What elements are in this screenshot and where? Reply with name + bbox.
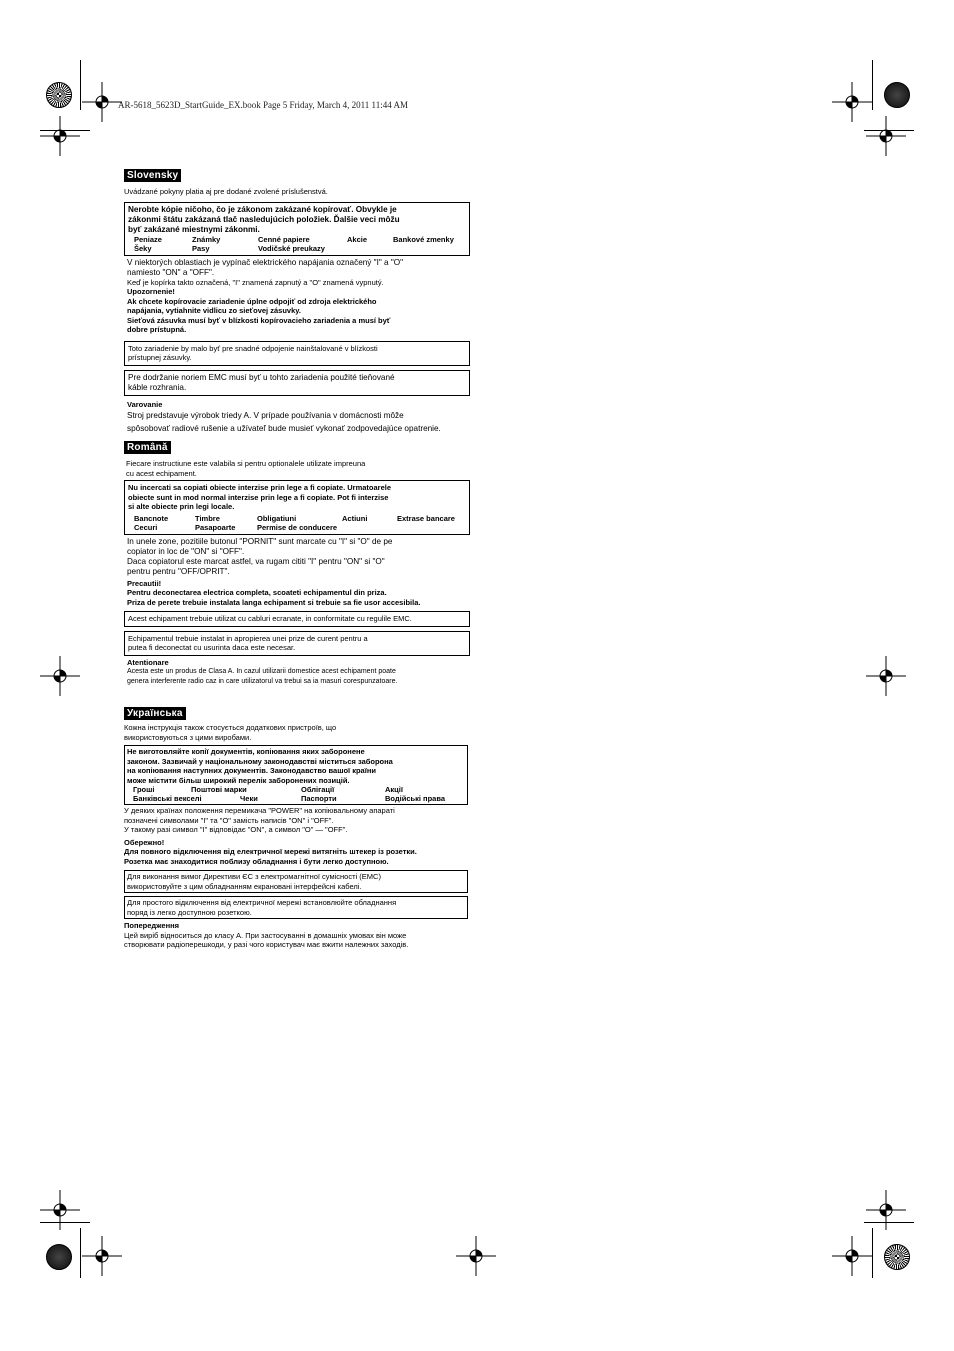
warning-title: Попередження <box>124 921 180 930</box>
item: Známky <box>192 234 221 244</box>
prohibited-copies-box <box>124 480 470 535</box>
warning-line: Nerobte kópie ničoho, čo je zákonom zakázané kopírovať. Obvykle je <box>128 204 397 214</box>
caution-text: Ak chcete kopírovacie zariadenie úplne odpojiť od zdroja elektrického <box>127 296 377 306</box>
warning-text: створювати радіоперешкоди, у разі чого користувач має вжити належних заходів. <box>124 940 409 949</box>
prohibited-copies-box <box>124 745 468 805</box>
caution-title: Upozornenie! <box>127 287 175 296</box>
item: Чеки <box>240 794 258 803</box>
warning-line: zákonmi štátu zakázaná tlač nasledujúcich položiek. Ďalšie veci môžu <box>128 214 400 224</box>
section-tag: Українська <box>124 707 186 720</box>
power-text: In unele zone, pozitiile butonul "PORNIT" sunt marcate cu "I" si "O" de pe <box>127 536 393 546</box>
item: Akcie <box>347 234 368 244</box>
section-slovak <box>124 165 470 434</box>
caution-title: Precautii! <box>127 578 162 588</box>
emc-note-box <box>124 370 470 396</box>
registration-circle-icon <box>884 82 910 108</box>
caution-text: Pentru deconectarea electrica completa, scoateti echipamentul din priza. <box>127 588 387 597</box>
item: Bankové zmenky <box>393 234 454 244</box>
intro-text: Uvádzané pokyny platia aj pre dodané zvolené príslušenstvá. <box>124 187 328 196</box>
warning-title: Varovanie <box>127 399 163 409</box>
caution-text: napájania, vytiahnite vidlicu zo sieťovej zásuvky. <box>127 306 301 315</box>
item: Extrase bancare <box>397 513 455 523</box>
crosshair-icon <box>456 1236 496 1276</box>
emc-note-box <box>124 870 468 893</box>
registration-circle-icon <box>884 1244 910 1270</box>
item: Pasy <box>192 243 210 253</box>
item: Peniaze <box>134 234 162 244</box>
crosshair-icon <box>40 1190 80 1230</box>
crosshair-icon <box>832 1236 872 1276</box>
item: Cecuri <box>134 522 158 532</box>
crosshair-icon <box>40 656 80 696</box>
note-text: Echipamentul trebuie instalat in apropierea unei prize de curent pentru a <box>128 633 368 643</box>
power-text: У деяких країнах положення перемикача "POWER" на копіювальному апараті <box>124 806 395 815</box>
power-text: У такому разі символ "I" відповідає "ON", а символ "O" — "OFF". <box>124 825 348 834</box>
section-romanian <box>124 437 470 686</box>
crosshair-icon <box>82 1236 122 1276</box>
items-row <box>128 523 466 532</box>
item: Cenné papiere <box>258 234 310 244</box>
note-text: putea fi deconectat cu usurinta daca este necesar. <box>128 643 296 652</box>
note-text: prístupnej zásuvky. <box>128 353 192 362</box>
note-text: Acest echipament trebuie utilizat cu cabluri ecranate, in conformitate cu regulile EMC. <box>128 614 412 623</box>
intro-text: Кожна інструкція також стосується додаткових пристроїв, що <box>124 723 337 732</box>
caution-text: Priza de perete trebuie instalata langa echipament si trebuie sa fie usor accesibila. <box>127 597 421 607</box>
warning-text: Stroj predstavuje výrobok triedy A. V prípade používania v domácnosti môže <box>127 411 404 420</box>
crosshair-icon <box>866 1190 906 1230</box>
crop-line <box>872 60 873 110</box>
item: Obligatiuni <box>257 513 297 523</box>
item: Bancnote <box>134 513 169 523</box>
items-row <box>127 794 465 803</box>
caution-text: Розетка має знаходитися поблизу обладнання і бути легко доступною. <box>124 856 389 866</box>
section-tag: Slovensky <box>124 169 181 182</box>
warning-line: si alte obiecte prin legi locale. <box>128 502 235 511</box>
install-note-box <box>124 631 470 656</box>
section-tag: Română <box>124 441 171 454</box>
intro-text: Fiecare instructiune este valabila si pentru optionalele utilizate impreuna <box>126 459 366 468</box>
warning-text: Цей виріб відноситься до класу A. При застосуванні в домашніх умовах він може <box>124 930 407 940</box>
item: Permise de conducere <box>257 522 338 532</box>
install-note-box <box>124 341 470 366</box>
note-text: поряд із легко доступною розеткою. <box>127 907 252 917</box>
emc-note-box <box>124 611 470 627</box>
crosshair-icon <box>40 116 80 156</box>
warning-text: Acesta este un produs de Clasa A. In cazul utilizarii domestice acest echipament poate <box>127 668 396 675</box>
install-note-box <box>124 896 468 919</box>
power-text: Keď je kopírka takto označená, "I" znamená zapnutý a "O" znamená vypnutý. <box>127 277 384 287</box>
crop-line <box>80 60 81 110</box>
warning-line: Не виготовляйте копії документів, копіювання яких заборонене <box>127 747 365 756</box>
crop-line <box>80 1228 81 1278</box>
warning-text: spôsobovať radiové rušenie a užívateľ bude musieť vykonať zodpovedajúce opatrenie. <box>127 424 441 433</box>
crop-line <box>872 1228 873 1278</box>
warning-line: Nu incercati sa copiati obiecte interzise prin lege a fi copiate. Urmatoarele <box>128 483 392 492</box>
item: Облігації <box>301 785 335 794</box>
caution-text: Sieťová zásuvka musí byť v blízkosti kopírovacieho zariadenia a musí byť <box>127 315 391 325</box>
item: Водійські права <box>385 794 446 803</box>
crosshair-icon <box>866 656 906 696</box>
item: Акції <box>385 785 403 794</box>
registration-circle-icon <box>46 82 72 108</box>
note-text: Для простого відключення від електричної мережі встановлюйте обладнання <box>127 898 397 907</box>
item: Гроші <box>133 785 155 794</box>
warning-line: законом. Зазвичай у національному законодавстві міститься заборона <box>127 756 393 766</box>
note-text: Для виконання вимог Директиви ЄС з електромагнітної сумісності (EMC) <box>127 872 381 881</box>
intro-text: використовуються з цими виробами. <box>124 732 252 742</box>
power-text: copiator in loc de "ON" si "OFF". <box>127 546 245 556</box>
power-text: позначені символами "I" та "O" замість написів "ON" і "OFF". <box>124 815 334 825</box>
item: Pasapoarte <box>195 522 236 532</box>
crosshair-icon <box>82 82 122 122</box>
note-text: використовуйте з цим обладнанням екрановані інтерфейсні кабелі. <box>127 881 362 891</box>
caution-text: dobre prístupná. <box>127 325 187 334</box>
item: Паспорти <box>301 794 337 803</box>
warning-line: на копіювання наступних документів. Законодавство вашої країни <box>127 766 376 775</box>
warning-line: byť zakázané miestnymi zákonmi. <box>128 224 260 234</box>
item: Поштові марки <box>191 785 247 794</box>
warning-line: може містити більш широкий перелік заборонених позицій. <box>127 775 350 785</box>
power-text: Daca copiatorul este marcat astfel, va rugam cititi "I" pentru "ON" si "O" <box>127 556 385 566</box>
registration-circle-icon <box>46 1244 72 1270</box>
power-text: pentru pentru "OFF/OPRIT". <box>127 566 230 576</box>
power-text: namiesto "ON" a "OFF". <box>127 267 215 277</box>
crosshair-icon <box>866 116 906 156</box>
warning-line: obiecte sunt in mod normal interzise prin lege a fi copiate. Pot fi interzise <box>128 492 389 502</box>
warning-text: genera interferente radio caz in care utilizatorul va trebui sa ia masuri corespunzatoare. <box>127 677 398 685</box>
prohibited-copies-box <box>124 202 470 256</box>
caution-text: Для повного відключення від електричної мережі витягніть штекер із розетки. <box>124 847 417 856</box>
note-text: Pre dodržanie noriem EMC musí byť u tohto zariadenia použité tieňované <box>128 372 395 382</box>
section-ukrainian <box>124 703 468 950</box>
items-row <box>128 514 466 523</box>
item: Šeky <box>134 243 152 253</box>
power-text: V niektorých oblastiach je vypínač elektrického napájania označený "I" a "O" <box>127 257 404 267</box>
items-row <box>128 235 466 244</box>
print-header: AR-5618_5623D_StartGuide_EX.book Page 5 Friday, March 4, 2011 11:44 AM <box>118 100 408 110</box>
item: Банківські векселі <box>133 794 202 803</box>
item: Timbre <box>195 513 220 523</box>
note-text: káble rozhrania. <box>128 382 187 392</box>
caution-title: Обережно! <box>124 837 165 847</box>
item: Vodičské preukazy <box>258 243 325 253</box>
warning-title: Atentionare <box>127 657 169 667</box>
items-row <box>127 785 465 794</box>
items-row <box>128 244 466 253</box>
note-text: Toto zariadenie by malo byť pre snadné odpojenie nainštalované v blízkosti <box>128 343 378 353</box>
item: Actiuni <box>342 513 368 523</box>
intro-text: cu acest echipament. <box>126 468 197 478</box>
